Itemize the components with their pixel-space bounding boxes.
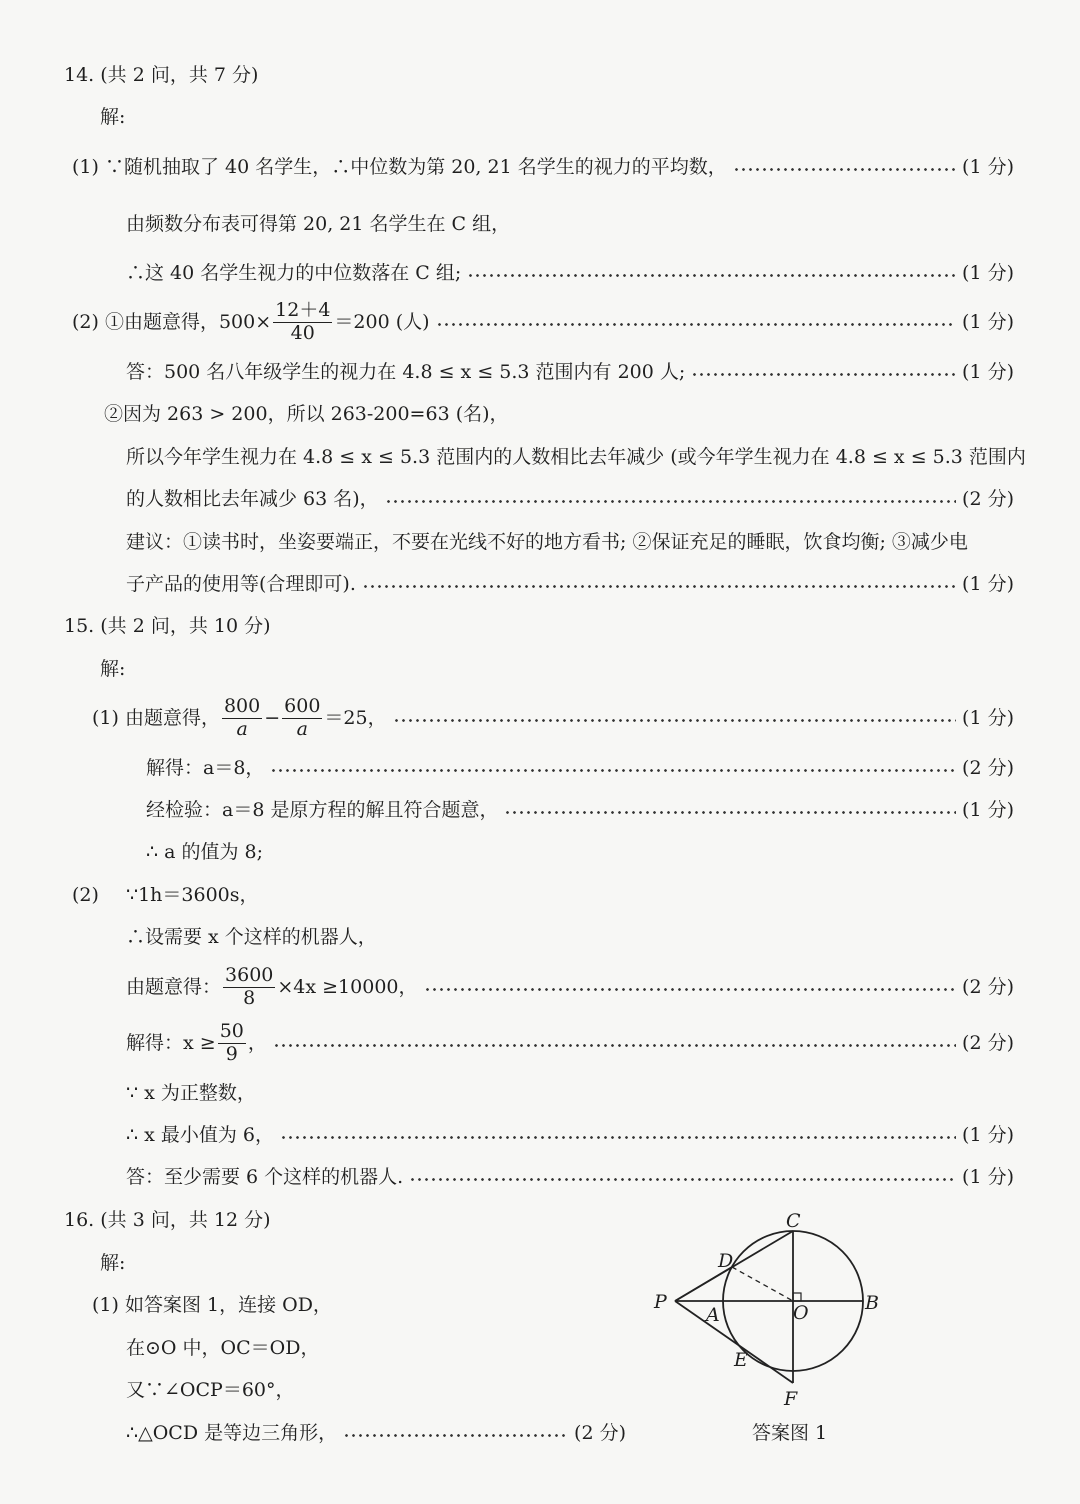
q14-p1-line3	[126, 256, 1014, 290]
q15-p2-line5: ∵ x 为正整数，	[126, 1082, 256, 1104]
q15-p2-line4	[126, 1017, 1014, 1069]
label-a: A	[706, 1304, 720, 1326]
leader-dots	[424, 988, 957, 991]
q15-p1-solve	[146, 751, 1014, 785]
q14-p2-line5-text: 的人数相比去年减少 63 名)，	[126, 488, 379, 510]
q14-p2-answer-text: 答：500 名八年级学生的视力在 4.8 ≤ x ≤ 5.3 范围内有 200 人;	[126, 361, 686, 383]
label-f: F	[784, 1388, 798, 1410]
q15-p1-minus: −	[264, 707, 281, 729]
q15-p2-line6-points: (1 分)	[962, 1124, 1014, 1146]
q16-line4-points: (2 分)	[574, 1422, 626, 1444]
q16-line4	[126, 1416, 626, 1450]
fraction-denominator: 40	[290, 321, 315, 344]
fraction-denominator: a	[296, 717, 308, 740]
q14-p2-post: ＝200 (人)	[334, 311, 430, 333]
q15-p2-line3-fraction	[223, 965, 275, 1010]
q15-p2-line2: ∴设需要 x 个这样的机器人，	[126, 926, 377, 948]
q15-p1-line1	[92, 692, 1014, 744]
q16-line4-text: ∴△OCD 是等边三角形，	[126, 1422, 338, 1444]
q14-p1-line3-points: (1 分)	[962, 262, 1014, 284]
leader-dots	[733, 168, 956, 171]
q15-p1-check	[146, 793, 1014, 827]
leader-dots	[409, 1178, 956, 1181]
q15-p1-post: ＝25，	[324, 707, 387, 729]
q14-jie: 解:	[100, 106, 126, 128]
q15-p1-solve-points: (2 分)	[962, 757, 1014, 779]
q15-p1-points: (1 分)	[962, 707, 1014, 729]
q14-p2-line3: ②因为 263 > 200，所以 263-200=63 (名)，	[104, 403, 509, 425]
q14-p2-points: (1 分)	[962, 311, 1014, 333]
q15-p1-check-points: (1 分)	[962, 799, 1014, 821]
fraction-numerator: 800	[223, 694, 261, 717]
figure-caption: 答案图 1	[752, 1422, 828, 1444]
q16-line2: 在⊙O 中，OC＝OD，	[126, 1337, 320, 1359]
fraction-numerator: 50	[219, 1019, 244, 1042]
leader-dots	[436, 323, 956, 326]
leader-dots	[504, 811, 956, 814]
right-angle-mark	[793, 1293, 801, 1301]
q15-p1-check-text: 经检验：a＝8 是原方程的解且符合题意，	[146, 799, 499, 821]
q14-p2-fraction	[273, 300, 332, 345]
q15-p2-line6-text: ∴ x 最小值为 6，	[126, 1124, 275, 1146]
q14-p1-line1-points: (1 分)	[962, 156, 1014, 178]
q15-p2-answer-points: (1 分)	[962, 1166, 1014, 1188]
q15-p2-line4-post: ，	[247, 1032, 267, 1054]
q14-p2-line5	[126, 482, 1014, 516]
q14-p2-line1	[72, 296, 1014, 348]
q14-p2-line6: 建议：①读书时，坐姿要端正，不要在光线不好的地方看书; ②保证充足的睡眠，饮食均衡; ③减少电	[126, 531, 968, 553]
leader-dots	[385, 500, 956, 503]
q15-p2-line3-points: (2 分)	[962, 976, 1014, 998]
q15-p1-fraction-1	[222, 696, 262, 741]
fraction-numerator: 3600	[225, 963, 274, 986]
q15-p2-answer	[126, 1160, 1014, 1194]
label-d: D	[718, 1250, 734, 1272]
q15-p2-line4-pre: 解得：x ≥	[126, 1032, 216, 1054]
q15-jie: 解:	[100, 658, 126, 680]
leader-dots	[280, 1136, 956, 1139]
label-p: P	[654, 1291, 667, 1313]
label-c: C	[786, 1210, 801, 1232]
fraction-numerator: 600	[284, 694, 321, 717]
q16-line3: 又∵∠OCP＝60°，	[126, 1379, 295, 1401]
q15-p1-conclusion: ∴ a 的值为 8;	[146, 841, 264, 863]
geometry-figure	[640, 1205, 890, 1415]
leader-dots	[270, 769, 956, 772]
leader-dots	[343, 1434, 568, 1437]
q15-p1-pre: (1) 由题意得，	[92, 707, 220, 729]
fraction-denominator: 9	[225, 1042, 238, 1065]
q14-p2-line7-points: (1 分)	[962, 573, 1014, 595]
fraction-denominator: 8	[243, 986, 256, 1009]
dashed-od	[732, 1267, 793, 1301]
q16-header: 16. (共 3 问，共 12 分)	[64, 1209, 271, 1231]
q14-p2-answer	[126, 355, 1014, 389]
q15-p2-line3-pre: 由题意得：	[126, 976, 222, 998]
q15-header: 15. (共 2 问，共 10 分)	[64, 615, 271, 637]
q16-jie: 解:	[100, 1252, 126, 1274]
q14-p2-pre: (2) ①由题意得，500×	[72, 311, 272, 333]
q15-p2-line3	[126, 961, 1014, 1013]
q14-p2-answer-points: (1 分)	[962, 361, 1014, 383]
q15-p1-solve-text: 解得：a＝8，	[146, 757, 265, 779]
q14-p2-line7-text: 子产品的使用等(合理即可).	[126, 573, 356, 595]
q14-p2-line7	[126, 567, 1014, 601]
leader-dots	[393, 719, 956, 722]
q15-p2-line1: ∵1h＝3600s，	[126, 884, 259, 906]
q15-p2-answer-text: 答：至少需要 6 个这样的机器人.	[126, 1166, 404, 1188]
label-e: E	[734, 1349, 748, 1371]
q14-p1-line2: 由频数分布表可得第 20, 21 名学生在 C 组，	[126, 213, 511, 235]
label-b: B	[865, 1292, 879, 1314]
fraction-numerator: 12＋4	[275, 298, 331, 321]
q15-p1-fraction-2	[282, 696, 322, 741]
q14-header: 14. (共 2 问，共 7 分)	[64, 64, 259, 86]
q15-p2-line4-points: (2 分)	[962, 1032, 1014, 1054]
q14-p2-line4: 所以今年学生视力在 4.8 ≤ x ≤ 5.3 范围内的人数相比去年减少 (或今年学生视力在 4.8 ≤ x ≤ 5.3 范围内	[126, 446, 1026, 468]
q16-line1: (1) 如答案图 1，连接 OD，	[92, 1294, 332, 1316]
fraction-denominator: a	[236, 717, 248, 740]
q14-p1-line3-text: ∴这 40 名学生视力的中位数落在 C 组;	[126, 262, 462, 284]
q15-p2-line6	[126, 1118, 1014, 1152]
label-o: O	[793, 1302, 809, 1324]
q15-p2-line3-post: ×4x ≥10000，	[277, 976, 418, 998]
q14-p2-line5-points: (2 分)	[962, 488, 1014, 510]
leader-dots	[691, 373, 956, 376]
leader-dots	[273, 1044, 956, 1047]
q15-p2-line4-fraction	[218, 1021, 246, 1066]
leader-dots	[467, 274, 956, 277]
q14-p1-line1	[72, 150, 1014, 184]
q14-p1-line1-text: (1) ∵随机抽取了 40 名学生，∴中位数为第 20, 21 名学生的视力的平均数，	[72, 156, 727, 178]
q15-p2-label: (2)	[72, 884, 99, 906]
leader-dots	[362, 585, 956, 588]
